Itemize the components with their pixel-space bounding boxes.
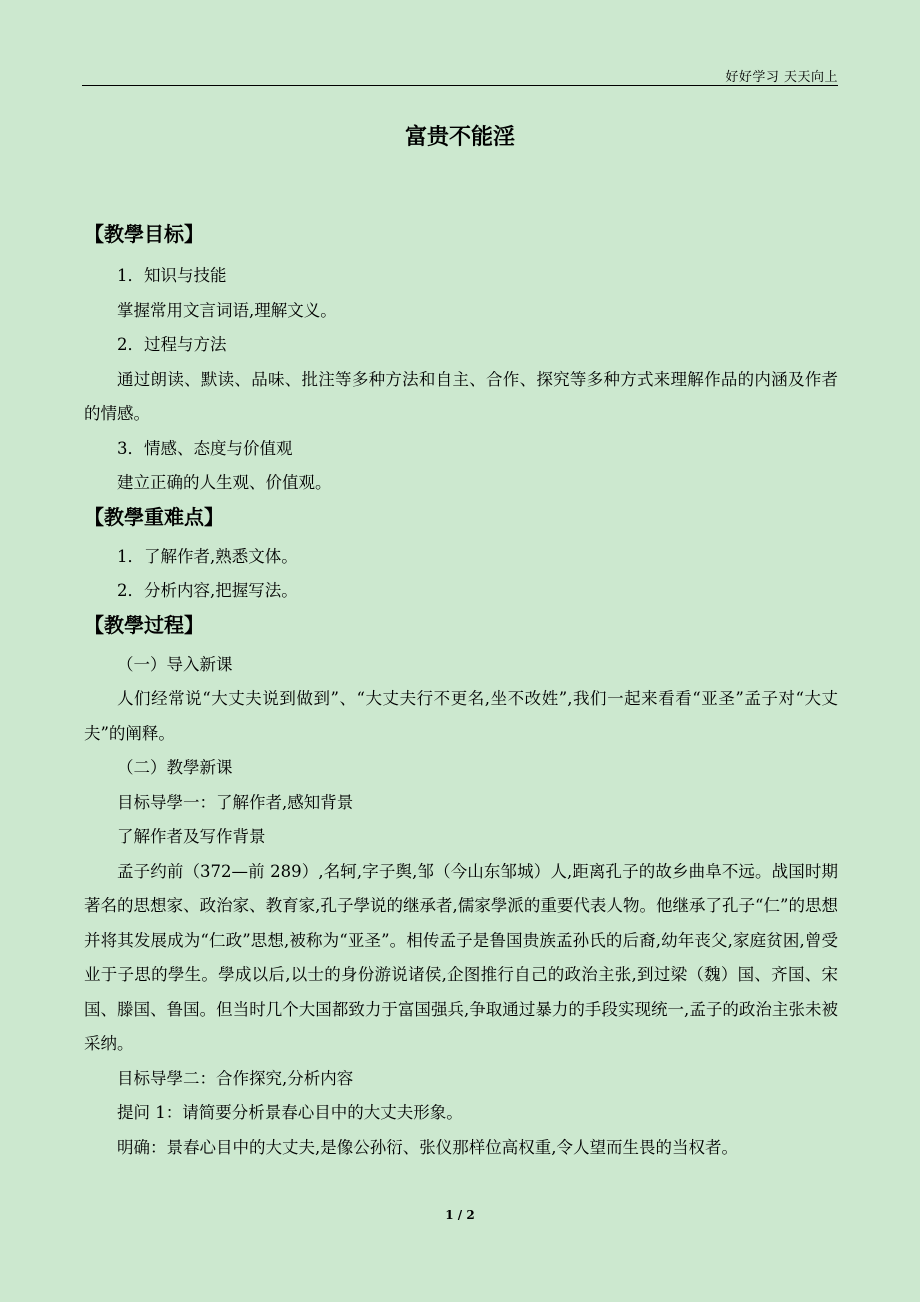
page-number: 1 / 2 [445,1208,475,1222]
section-heading-key-points: 【教學重难点】 [84,504,224,529]
process-paragraph: 目标导學二：合作探究,分析内容 [117,1068,354,1088]
goal-text: 掌握常用文言词语,理解文义。 [117,300,337,320]
process-subheading: （二）教學新课 [117,758,233,777]
goal-item: 2．过程与方法 [117,335,227,354]
process-paragraph: 明确：景春心目中的大丈夫,是像公孙衍、张仪那样位高权重,令人望而生畏的当权者。 [117,1137,738,1157]
key-point-item: 1．了解作者,熟悉文体。 [117,546,298,566]
goal-item: 1．知识与技能 [117,266,227,285]
header-motto: 好好学习 天天向上 [725,70,838,85]
section-heading-goals: 【教學目标】 [84,222,204,246]
process-subheading: （一）导入新课 [117,654,233,674]
process-paragraph: 目标导學一：了解作者,感知背景 [117,792,354,812]
process-paragraph: 人们经常说“大丈夫说到做到”、“大丈夫行不更名,坐不改姓”,我们一起来看看“亚圣”孟子对“大丈夫”的阐释。 [84,689,838,743]
document-title: 富贵不能淫 [404,124,515,150]
goal-text: 建立正确的人生观、价值观。 [117,473,332,492]
header-rule [82,85,838,86]
process-paragraph: 孟子约前（372—前 289）,名轲,字子舆,邹（今山东邹城）人,距离孔子的故乡曲阜不远。战国时期著名的思想家、政治家、教育家,孔子學说的继承者,儒家學派的重要代表人物。他继承了孔子“仁”的思想并将其发展成为“仁政”思想,被称为“亚圣”。相传孟子是鲁国贵族孟孙氏的后裔,幼年丧父,家庭贫困,曾受业于子思的學生。學成以后,以士的身份游说诸侯,企图推行自己的政治主张,到过梁（魏）国、齐国、宋国、滕国、鲁国。但当时几个大国都致力于富国强兵,争取通过暴力的手段实现统一,孟子的政治主张未被采纳。 [84,861,838,1053]
process-paragraph: 了解作者及写作背景 [117,827,266,846]
section-heading-process: 【教學过程】 [84,612,204,637]
key-point-item: 2．分析内容,把握写法。 [117,581,298,600]
goal-item: 3．情感、态度与价值观 [117,438,293,458]
process-paragraph: 提问 1：请简要分析景春心目中的大丈夫形象。 [117,1103,463,1122]
goal-text: 通过朗读、默读、品味、批注等多种方法和自主、合作、探究等多种方式来理解作品的内涵及作者的情感。 [84,369,838,423]
document-body [84,218,838,1165]
